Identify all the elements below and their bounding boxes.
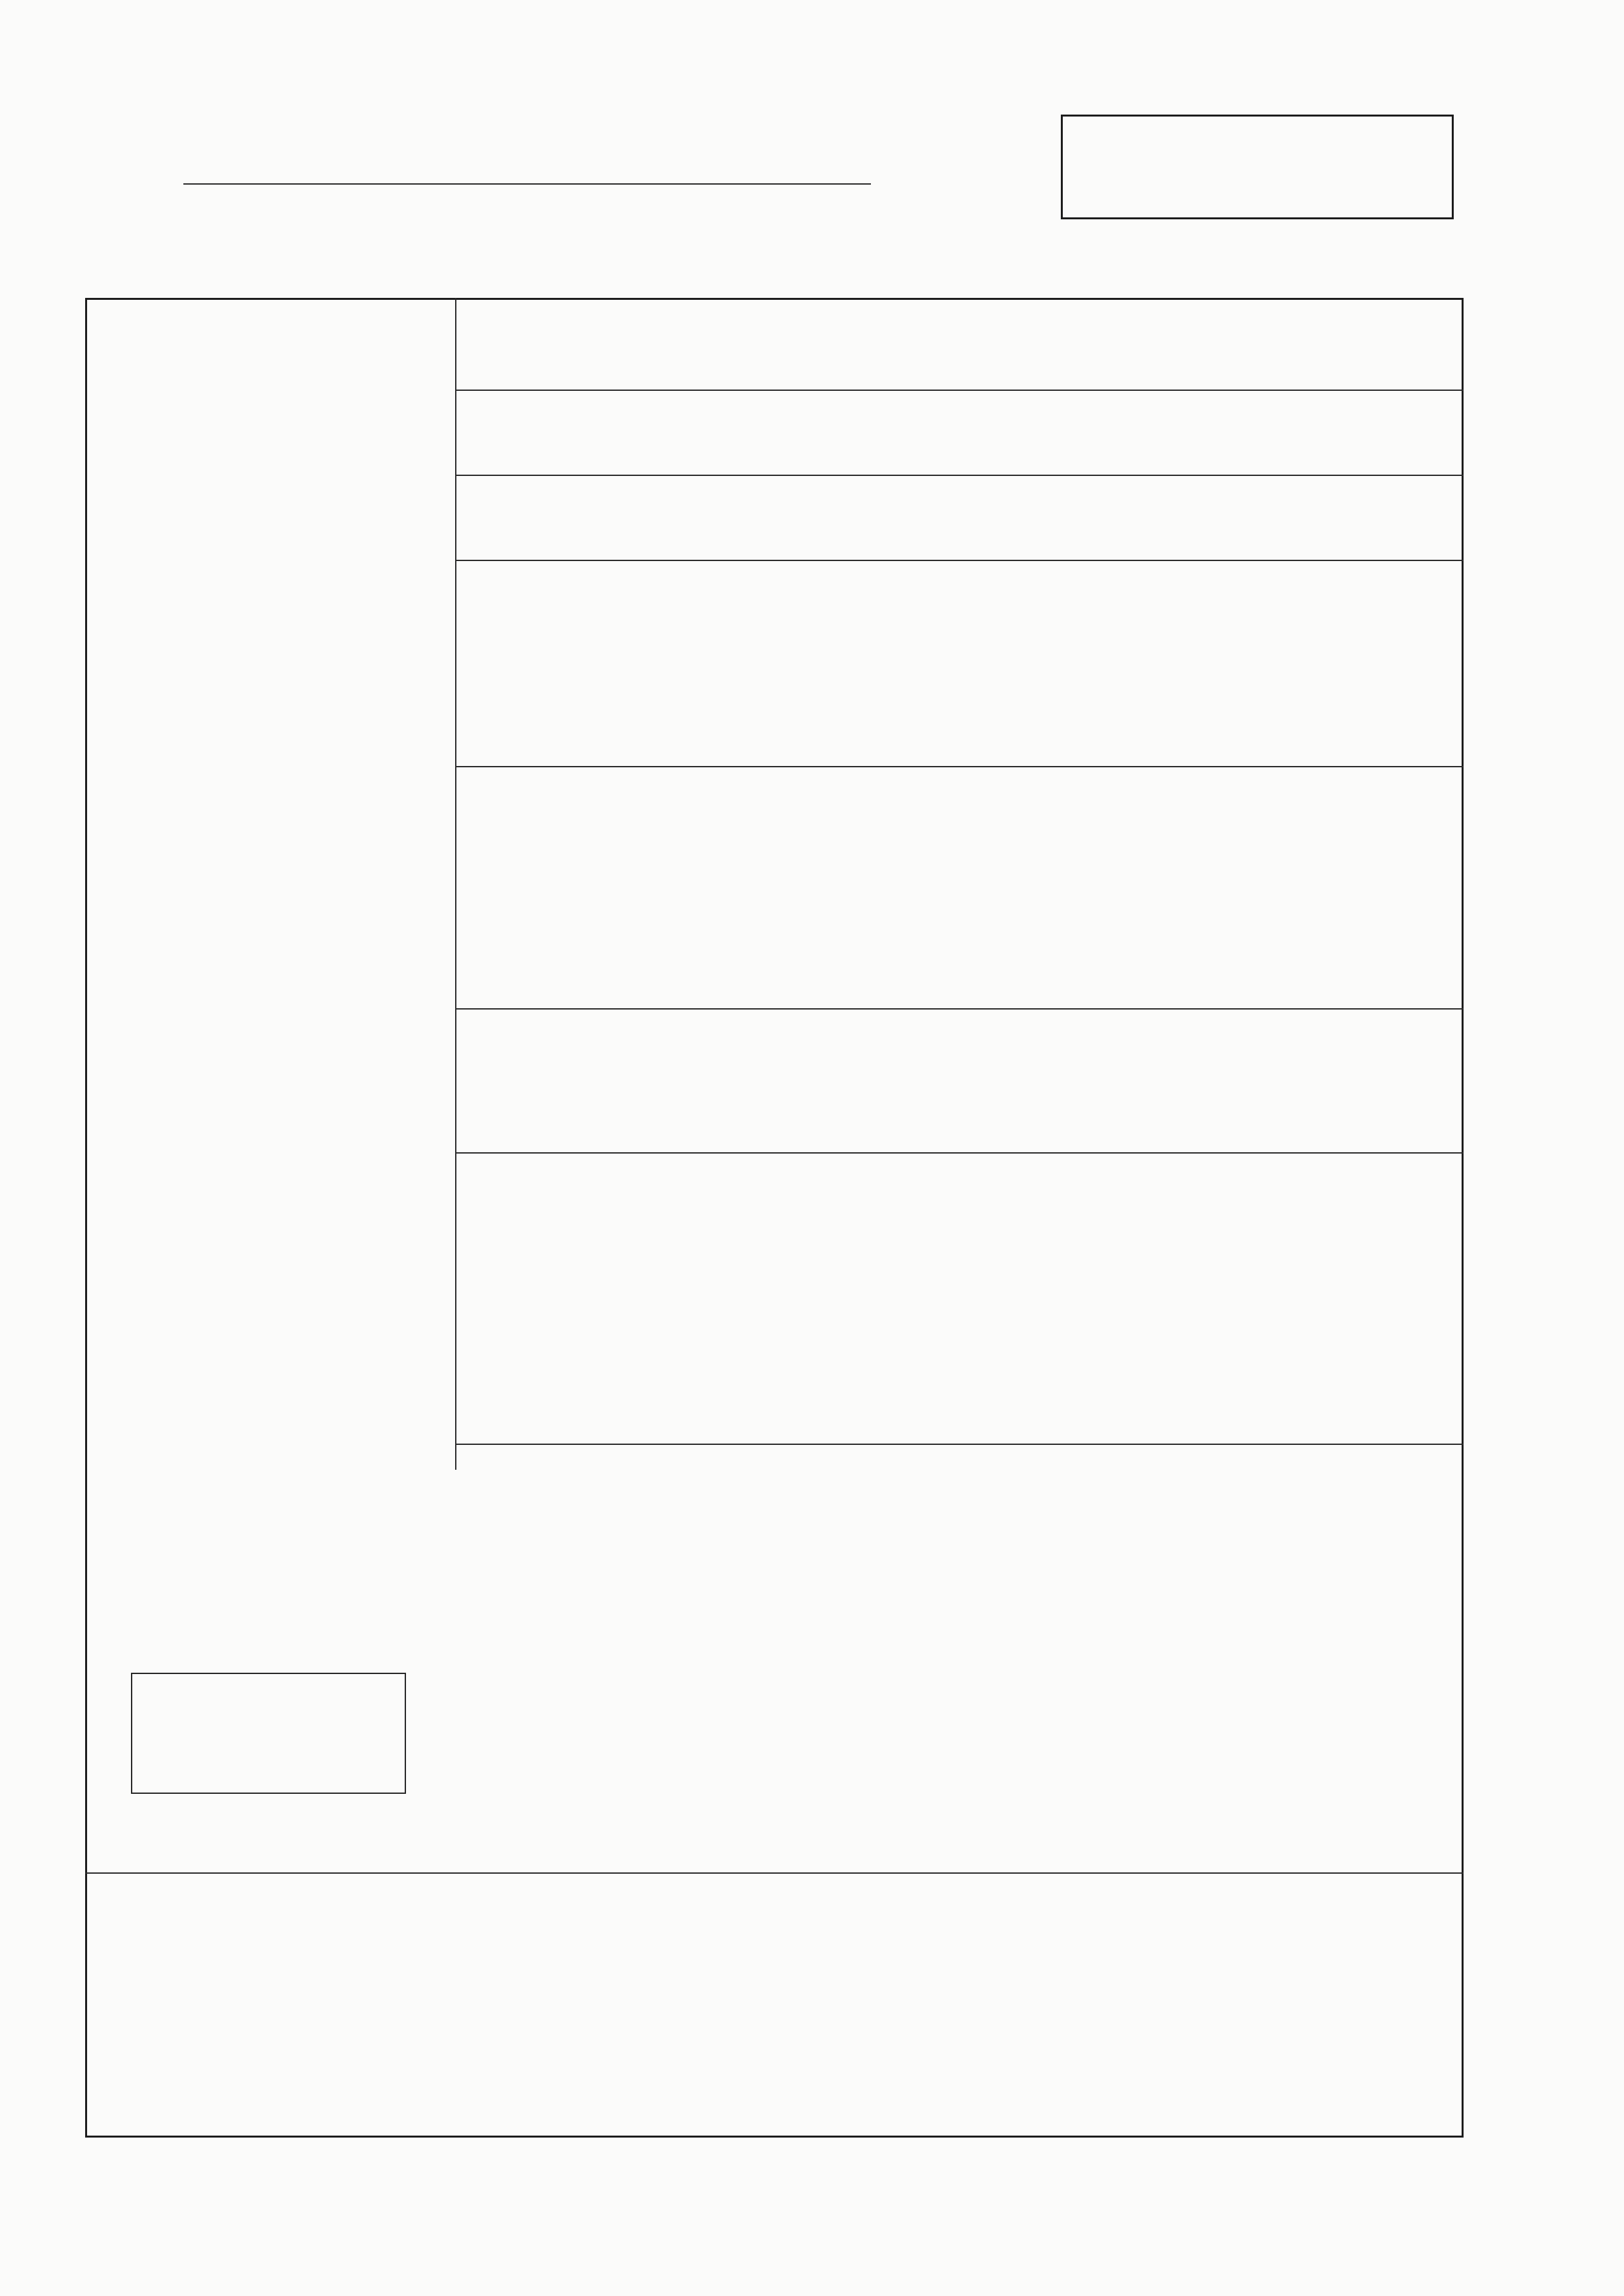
field-row-line-3 [455,560,1464,561]
field-row-line-7 [455,1444,1464,1445]
field-row-line-1 [455,390,1464,391]
field-row-line-6 [455,1152,1464,1154]
logo-block [1061,115,1454,219]
left-column-divider [455,298,456,1470]
field-row-line-2 [455,475,1464,476]
stamp-box [131,1673,406,1794]
header-rule [183,183,871,185]
signature-section-divider [85,1872,1464,1874]
form-border [85,298,1464,2138]
field-row-line-4 [455,766,1464,767]
field-row-line-5 [455,1008,1464,1010]
